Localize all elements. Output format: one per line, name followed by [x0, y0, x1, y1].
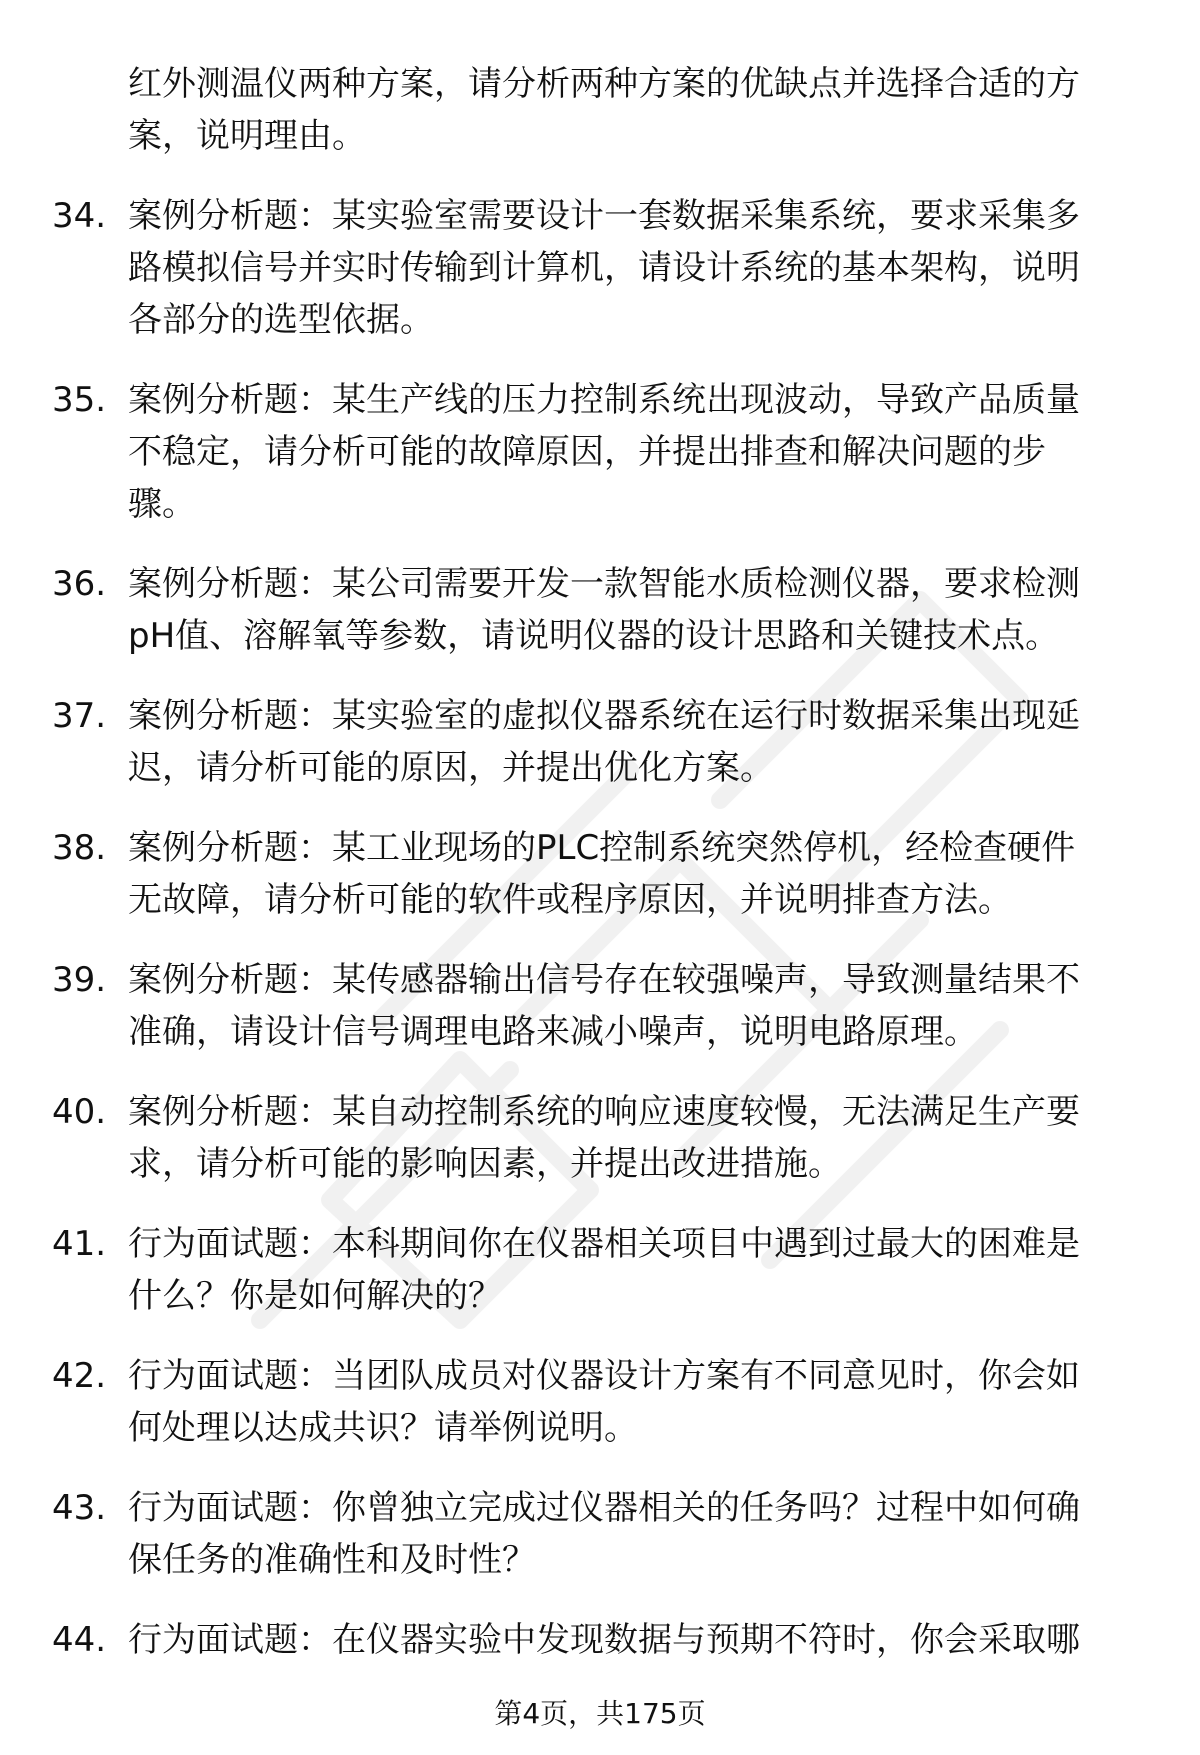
question-item	[52, 374, 1142, 530]
question-text: 案例分析题：某公司需要开发一款智能水质检测仪器，要求检测 pH值、溶解氧等参数，请说明仪器的设计思路和关键技术点。	[128, 564, 1080, 656]
question-text: 案例分析题：某自动控制系统的响应速度较慢，无法满足生产要 求，请分析可能的影响因素，并提出改进措施。	[128, 1092, 1080, 1184]
question-text: 行为面试题：你曾独立完成过仪器相关的任务吗？过程中如何确 保任务的准确性和及时性？	[128, 1488, 1080, 1580]
question-list	[52, 58, 1142, 1694]
question-item	[52, 1350, 1142, 1454]
question-number: 41.	[52, 1224, 107, 1264]
question-text: 案例分析题：某实验室需要设计一套数据采集系统，要求采集多 路模拟信号并实时传输到计算机，请设计系统的基本架构，说明 各部分的选型依据。	[128, 196, 1080, 340]
question-text: 行为面试题：在仪器实验中发现数据与预期不符时，你会采取哪	[128, 1620, 1080, 1660]
question-item	[52, 190, 1142, 346]
page-footer: 第4页，共175页	[494, 1697, 706, 1730]
question-number: 35.	[52, 380, 107, 420]
question-item	[52, 1218, 1142, 1322]
question-number: 39.	[52, 960, 107, 1000]
question-number: 34.	[52, 196, 107, 236]
question-text: 案例分析题：某传感器输出信号存在较强噪声，导致测量结果不 准确，请设计信号调理电路来减小噪声，说明电路原理。	[128, 960, 1080, 1052]
question-item	[52, 822, 1142, 926]
question-item	[52, 954, 1142, 1058]
question-item	[52, 690, 1142, 794]
question-number: 38.	[52, 828, 107, 868]
question-text: 案例分析题：某工业现场的PLC控制系统突然停机，经检查硬件 无故障，请分析可能的软件或程序原因，并说明排查方法。	[128, 828, 1076, 920]
question-text: 案例分析题：某实验室的虚拟仪器系统在运行时数据采集出现延 迟，请分析可能的原因，并提出优化方案。	[128, 696, 1080, 788]
continued-question-text: 红外测温仪两种方案，请分析两种方案的优缺点并选择合适的方 案，说明理由。	[128, 64, 1080, 156]
question-item	[52, 1482, 1142, 1586]
question-text: 行为面试题：当团队成员对仪器设计方案有不同意见时，你会如 何处理以达成共识？请举例说明。	[128, 1356, 1080, 1448]
question-item	[52, 1086, 1142, 1190]
question-number: 42.	[52, 1356, 107, 1396]
question-number: 44.	[52, 1620, 107, 1660]
question-item	[52, 1614, 1142, 1666]
question-text: 行为面试题：本科期间你在仪器相关项目中遇到过最大的困难是 什么？你是如何解决的？	[128, 1224, 1080, 1316]
question-number: 37.	[52, 696, 107, 736]
question-item	[52, 558, 1142, 662]
question-number: 36.	[52, 564, 107, 604]
question-number: 40.	[52, 1092, 107, 1132]
question-number: 43.	[52, 1488, 107, 1528]
question-text: 案例分析题：某生产线的压力控制系统出现波动，导致产品质量 不稳定，请分析可能的故障原因，并提出排查和解决问题的步 骤。	[128, 380, 1080, 524]
